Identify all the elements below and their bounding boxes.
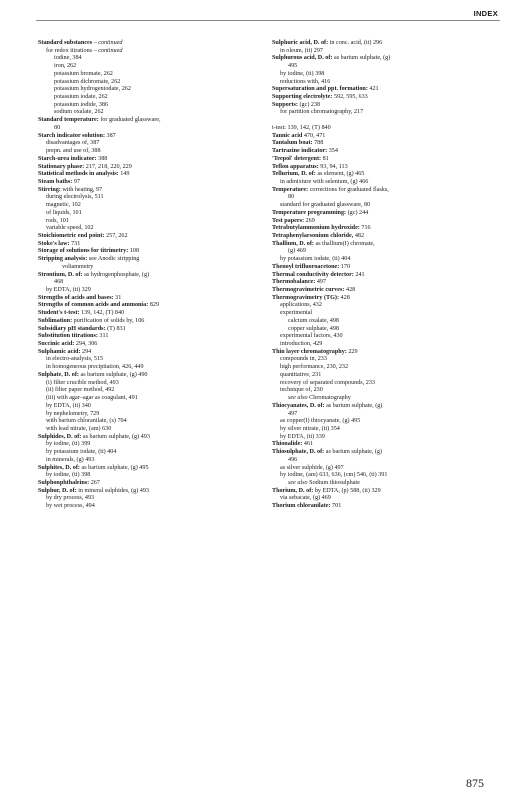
index-term: Standard temperature: [38, 117, 99, 124]
index-locator: 354 [327, 148, 338, 155]
index-entry [38, 156, 260, 164]
index-locator: by dry process, 493 [46, 495, 95, 502]
index-term: Thenoyl trifluoroacetone: [272, 263, 340, 270]
index-locator: (g) 469 [288, 248, 306, 255]
index-subentry [272, 457, 502, 465]
index-locator: by EDTA, (p) 588, (ti) 329 [313, 487, 381, 494]
index-locator: as thallium(I) chromate, [313, 240, 375, 247]
index-locator: voltammetry [62, 263, 94, 270]
index-locator: 496 [288, 456, 298, 463]
index-entry [38, 272, 260, 280]
index-locator: 93, 94, 113 [318, 163, 348, 170]
index-entry [38, 171, 260, 179]
index-entry [272, 233, 502, 241]
index-term: Standard substances [38, 40, 93, 46]
index-locator: potassium dichromate, 262 [54, 78, 121, 85]
index-locator: 241 [353, 271, 365, 278]
index-term: Thiocyanates, D. of: [272, 402, 325, 409]
index-locator: by EDTA, (ti) 340 [46, 402, 91, 409]
index-term: Tetraphenylarsonium chloride, [272, 232, 354, 239]
index-locator: (T) 831 [105, 325, 126, 332]
index-locator: high performance, 230, 232 [280, 364, 349, 371]
index-entry [38, 333, 260, 341]
index-term: Stationary phase: [38, 163, 85, 170]
index-entry [272, 156, 502, 164]
index-locator: as barium sulphate, (g) [332, 55, 391, 62]
index-subentry [272, 333, 502, 341]
index-locator: 468 [54, 279, 64, 286]
index-subentry [38, 395, 260, 403]
index-locator: 592, 595, 633 [332, 94, 368, 101]
index-locator: quantitative, 231 [280, 371, 322, 378]
index-term: Tellurium, D. of: [272, 171, 316, 178]
index-entry [38, 117, 260, 125]
index-term: Supersaturation and ppt. formation: [272, 86, 368, 93]
index-locator: applications, 432 [280, 302, 322, 309]
index-term: Thermal conductivity detector: [272, 271, 354, 278]
index-term: Strengths of acids and bases: [38, 294, 114, 301]
index-subentry [38, 441, 260, 449]
index-locator: 170 [339, 263, 351, 270]
index-locator: in conc. acid, (ti) 296 [328, 40, 383, 46]
index-term: Sulphur, D. of: [38, 487, 77, 494]
index-locator: – [92, 40, 99, 46]
index-locator: 470, 471 [302, 132, 326, 139]
index-term: Storage of solutions for titrimetry: [38, 248, 129, 255]
index-subentry [38, 449, 260, 457]
index-locator: introduction, 429 [280, 341, 323, 348]
index-locator: by potassium iodate, (ti) 404 [280, 256, 351, 263]
index-entry [38, 187, 260, 195]
index-term: Thiosulphate, D. of: [272, 449, 325, 456]
index-subentry [272, 310, 502, 318]
index-entry [38, 302, 260, 310]
index-subentry [272, 480, 502, 488]
index-entry [272, 264, 502, 272]
index-term: Sulphites, D. of: [38, 464, 80, 471]
index-locator: via sebacate, (g) 469 [280, 495, 331, 502]
index-locator: potassium hydrogeniodate, 262 [54, 86, 131, 93]
index-entry [272, 503, 502, 511]
index-entry [272, 140, 502, 148]
index-locator: 294, 306 [74, 341, 98, 348]
index-locator: iron, 262 [54, 63, 77, 70]
index-locator: rods, 101 [46, 217, 69, 224]
index-subentry [38, 426, 260, 434]
index-subentry [272, 71, 502, 79]
index-entry [38, 241, 260, 249]
index-locator: 81 [321, 155, 329, 162]
index-term: Temperature: [272, 186, 309, 193]
index-locator: standard for graduated glassware, 80 [280, 202, 371, 209]
index-locator: by EDTA, (ti) 339 [280, 433, 325, 440]
index-locator: in homogeneous precipitation, 426, 449 [46, 364, 144, 371]
index-term: Thin layer chromatography: [272, 348, 347, 355]
index-locator: reductions with, 416 [280, 78, 331, 85]
index-term: Strengths of common acids and ammonia: [38, 302, 149, 309]
index-column-right [272, 40, 502, 511]
index-locator: 80 [288, 194, 295, 201]
index-subentry [272, 395, 502, 403]
index-locator: in mineral sulphides, (g) 493 [76, 487, 149, 494]
index-locator: 495 [288, 63, 298, 70]
index-locator: by wet process, 494 [46, 503, 95, 510]
index-entry [272, 295, 502, 303]
index-locator: as barium sulphate, (g) 493 [81, 433, 150, 440]
index-entry [38, 318, 260, 326]
index-locator: potassium iodide, 386 [54, 101, 109, 108]
index-subentry [38, 418, 260, 426]
index-locator: iodine, 384 [54, 55, 82, 62]
index-subentry [272, 179, 502, 187]
index-term: Student's t-test: [38, 310, 80, 317]
index-term: Stripping analysis: [38, 256, 88, 263]
index-term: Teflon apparatus: [272, 163, 319, 170]
index-locator: 31 [113, 294, 122, 301]
index-locator: 428 [344, 287, 356, 293]
index-locator: 428 [339, 294, 350, 301]
index-locator: by iodine, (am) 633, 636, (cm) 546, (ti) 391 [280, 472, 388, 479]
index-term: Starch-urea indicator: [38, 155, 97, 162]
index-term: Thermogravimetry (TG): [272, 294, 340, 301]
index-locator: 269 [304, 217, 315, 224]
index-subentry [38, 94, 260, 102]
index-term: Strontium, D. of: [38, 271, 83, 278]
index-entry [272, 86, 502, 94]
index-term: Sulphamic acid: [38, 348, 81, 355]
index-subentry [272, 256, 502, 264]
index-entry [38, 40, 260, 48]
index-locator: with lead nitrate, (am) 630 [46, 425, 112, 432]
index-term: Substitution titrations: [38, 333, 98, 340]
index-locator: 716 [359, 225, 371, 232]
index-subentry [272, 426, 502, 434]
index-locator: by iodine, (ti) 398 [46, 472, 91, 479]
index-subentry [38, 264, 260, 272]
index-locator: 497 [288, 410, 298, 417]
index-entry [38, 164, 260, 172]
index-term: Thorium chloranilate: [272, 503, 331, 510]
index-subentry [272, 472, 502, 480]
index-subentry [38, 364, 260, 372]
index-subentry [272, 418, 502, 426]
index-entry [38, 179, 260, 187]
index-subentry [38, 356, 260, 364]
index-locator: in electro-analysis, 515 [46, 356, 104, 363]
index-locator: for partition chromatography, 217 [280, 109, 364, 116]
index-locator: calcium oxalate, 498 [288, 317, 339, 324]
index-term: Succinic acid: [38, 341, 75, 348]
index-entry [38, 480, 260, 488]
index-entry [272, 349, 502, 357]
index-subentry [38, 79, 260, 87]
index-locator: 788 [312, 140, 324, 147]
index-subentry [38, 140, 260, 148]
index-locator: sodium oxalate, 262 [54, 109, 104, 116]
index-term: Temperature programming: [272, 209, 347, 216]
index-term: Thermogravimetric curves: [272, 287, 345, 293]
index-locator: experimental factors, 430 [280, 333, 343, 340]
index-locator: recovery of separated compounds, 233 [280, 379, 375, 386]
index-entry [38, 233, 260, 241]
index-locator: as barium sulphate, (g) [324, 402, 383, 409]
index-entry [38, 248, 260, 256]
index-locator: experimental [280, 310, 313, 317]
index-locator: in oleum, (ti) 297 [280, 47, 323, 54]
index-locator: 731 [69, 240, 81, 247]
index-entry [38, 310, 260, 318]
index-locator: as barium sulphate, (g) 490 [78, 371, 148, 378]
index-locator: (gc) 238 [297, 101, 321, 108]
index-term: Tantalum boat: [272, 140, 313, 147]
index-locator: by EDTA, (ti) 329 [46, 287, 91, 293]
index-subentry [272, 109, 502, 117]
index-locator: variable speed, 102 [46, 225, 94, 232]
index-locator: as hydrogenphosphate, (g) [82, 271, 150, 278]
index-locator: potassium bromate, 262 [54, 70, 113, 77]
index-entry [272, 272, 502, 280]
index-entry [272, 218, 502, 226]
index-subentry [272, 372, 502, 380]
index-subentry [38, 387, 260, 395]
index-term: Supporting electrolyte: [272, 94, 333, 101]
index-locator: t-test: 139, 142, (T) 840 [272, 124, 331, 131]
index-locator: 387 [105, 132, 116, 139]
index-term: Statistical methods in analysis: [38, 171, 119, 178]
index-subentry [272, 495, 502, 503]
index-subentry [38, 495, 260, 503]
index-locator: 497 [315, 279, 327, 286]
index-term: Sulphonphthaleins: [38, 479, 90, 486]
index-entry [38, 256, 260, 264]
index-locator: potassium iodate, 262 [54, 94, 108, 101]
index-locator: 267 [89, 479, 100, 486]
index-subentry [38, 194, 260, 202]
index-subentry [38, 202, 260, 210]
index-locator: purification of solids by, 106 [72, 317, 145, 324]
index-gap [272, 117, 502, 125]
index-continued: continued [98, 40, 123, 46]
index-locator: disadvantages of, 387 [46, 140, 100, 147]
index-entry [38, 341, 260, 349]
index-subentry [272, 248, 502, 256]
index-term: Subsidiary pH standards: [38, 325, 106, 332]
index-term: Sulphate, D. of: [38, 371, 79, 378]
index-subentry [38, 403, 260, 411]
index-entry [272, 449, 502, 457]
index-locator: as barium sulphate, (g) [324, 449, 383, 456]
index-term: Starch indicator solution: [38, 132, 105, 139]
index-subentry [38, 225, 260, 233]
index-entry [272, 133, 502, 141]
index-locator: by nephelometry, 729 [46, 410, 100, 417]
index-subentry [38, 210, 260, 218]
index-subentry [38, 102, 260, 110]
index-entry [272, 225, 502, 233]
index-locator: 80 [54, 124, 61, 131]
index-term: Tannic acid [272, 132, 303, 139]
index-term: Stirring: [38, 186, 61, 193]
index-term: Stoichiometric end point: [38, 232, 105, 239]
index-locator: 97 [72, 178, 80, 185]
index-locator: see Anodic stripping [87, 256, 140, 263]
index-subentry [38, 457, 260, 465]
index-entry [272, 403, 502, 411]
index-term: Stoke's law: [38, 240, 70, 247]
index-subentry [272, 434, 502, 442]
index-term: Tetrabutylammonium hydroxide: [272, 225, 360, 232]
index-subentry [272, 341, 502, 349]
index-subentry [272, 302, 502, 310]
index-locator: 217, 218, 220, 229 [84, 163, 132, 170]
index-locator: 149 [118, 171, 130, 178]
index-locator: for graduated glassware, [98, 117, 161, 124]
running-header: INDEX [473, 9, 498, 18]
index-subentry [38, 503, 260, 511]
index-locator: in admixture with selenium, (g) 466 [280, 178, 369, 185]
index-locator: prepn. and use of, 388 [46, 148, 101, 155]
index-locator: (i) filter crucible method, 493 [46, 379, 119, 386]
index-continued: continued [98, 47, 123, 54]
index-entry [38, 372, 260, 380]
index-locator: in minerals, (g) 493 [46, 456, 95, 463]
index-locator: during electrolysis, 511 [46, 194, 104, 201]
index-locator: with barium chloranilate, (s) 704 [46, 418, 127, 425]
index-locator: of liquids, 101 [46, 209, 82, 216]
index-subentry [272, 318, 502, 326]
index-subentry [272, 63, 502, 71]
index-locator: by iodine, (ti) 398 [280, 70, 325, 77]
index-entry [272, 187, 502, 195]
index-locator: as copper(I) thiocyanate, (g) 495 [280, 418, 361, 425]
index-term: Thermobalance: [272, 279, 316, 286]
index-locator: 139, 142, (T) 840 [79, 310, 125, 317]
index-subentry [38, 472, 260, 480]
index-locator: (gc) 244 [346, 209, 369, 216]
index-entry [272, 171, 502, 179]
index-entry [272, 441, 502, 449]
index-subentry [38, 287, 260, 295]
index-see-also: see also [288, 479, 308, 486]
index-term: Test papers: [272, 217, 305, 224]
index-locator: copper sulphate, 498 [288, 325, 339, 332]
index-subentry [272, 387, 502, 395]
index-subentry [272, 194, 502, 202]
page-number: 875 [466, 776, 484, 790]
index-entry [272, 287, 502, 295]
index-entry [272, 55, 502, 63]
index-term: Sulphuric acid, D. of: [272, 40, 329, 46]
index-locator: magnetic, 102 [46, 202, 81, 209]
index-term: Supports: [272, 101, 298, 108]
index-locator: corrections for graduated flasks, [308, 186, 389, 193]
index-locator: by potassium iodate, (ti) 404 [46, 449, 117, 456]
index-locator: 388 [96, 155, 108, 162]
index-locator: by silver nitrate, (ti) 354 [280, 425, 340, 432]
header-rule [36, 20, 500, 21]
index-locator: as element, (g) 465 [315, 171, 365, 178]
index-term: Steam baths: [38, 178, 73, 185]
index-locator: 421 [367, 86, 379, 93]
index-term: Sublimation: [38, 317, 73, 324]
index-term: Thionalide: [272, 441, 303, 448]
index-term: Sulphurous acid, D. of: [272, 55, 333, 62]
index-subentry [38, 71, 260, 79]
index-entry [272, 279, 502, 287]
index-locator: (ii) filter paper method, 492 [46, 387, 115, 394]
index-subentry [38, 148, 260, 156]
index-subentry [38, 63, 260, 71]
index-term: 'Teepol' detergent: [272, 155, 322, 162]
index-locator: 482 [353, 232, 365, 239]
index-term: Thorium, D. of: [272, 487, 314, 494]
index-subentry [272, 364, 502, 372]
index-subentry [272, 79, 502, 87]
index-entry [38, 295, 260, 303]
index-locator: Sodium thiosulphate [307, 479, 360, 486]
index-entry [272, 148, 502, 156]
index-locator: with heating, 97 [60, 186, 103, 193]
index-locator: as barium sulphate, (g) 495 [79, 464, 149, 471]
index-locator: Chromatography [307, 395, 351, 402]
index-locator: 257, 262 [104, 232, 128, 239]
index-entry [38, 488, 260, 496]
index-locator: 294 [80, 348, 92, 355]
index-locator: technique of, 230 [280, 387, 323, 394]
index-locator: 311 [97, 333, 109, 340]
index-term: Tartrazine indicator: [272, 148, 328, 155]
index-locator: 108 [128, 248, 140, 255]
index-locator: compounds in, 233 [280, 356, 327, 363]
index-subentry [272, 202, 502, 210]
index-entry [272, 210, 502, 218]
index-entry [38, 326, 260, 334]
index-subentry [38, 125, 260, 133]
index-subentry [38, 279, 260, 287]
index-subentry [38, 48, 260, 56]
index-subentry [38, 218, 260, 226]
index-term: Thallium, D. of: [272, 240, 314, 247]
index-see-also: see also [288, 395, 308, 402]
index-entry [272, 241, 502, 249]
index-locator: 461 [302, 441, 314, 448]
index-entry [272, 125, 502, 133]
index-entry [272, 94, 502, 102]
index-locator: by iodine, (ti) 399 [46, 441, 91, 448]
index-subentry [38, 55, 260, 63]
index-entry [272, 40, 502, 48]
index-locator: (iii) with agar–agar as coagulant, 491 [46, 395, 138, 402]
index-column-left [38, 40, 260, 511]
index-entry [38, 349, 260, 357]
index-locator: 829 [148, 302, 160, 309]
index-term: Sulphides, D. of: [38, 433, 82, 440]
index-locator: as silver sulphide, (g) 497 [280, 464, 344, 471]
index-locator: 229 [346, 348, 358, 355]
index-locator: for redox titrations – [46, 47, 99, 54]
index-subentry [38, 86, 260, 94]
index-locator: 701 [330, 503, 342, 510]
